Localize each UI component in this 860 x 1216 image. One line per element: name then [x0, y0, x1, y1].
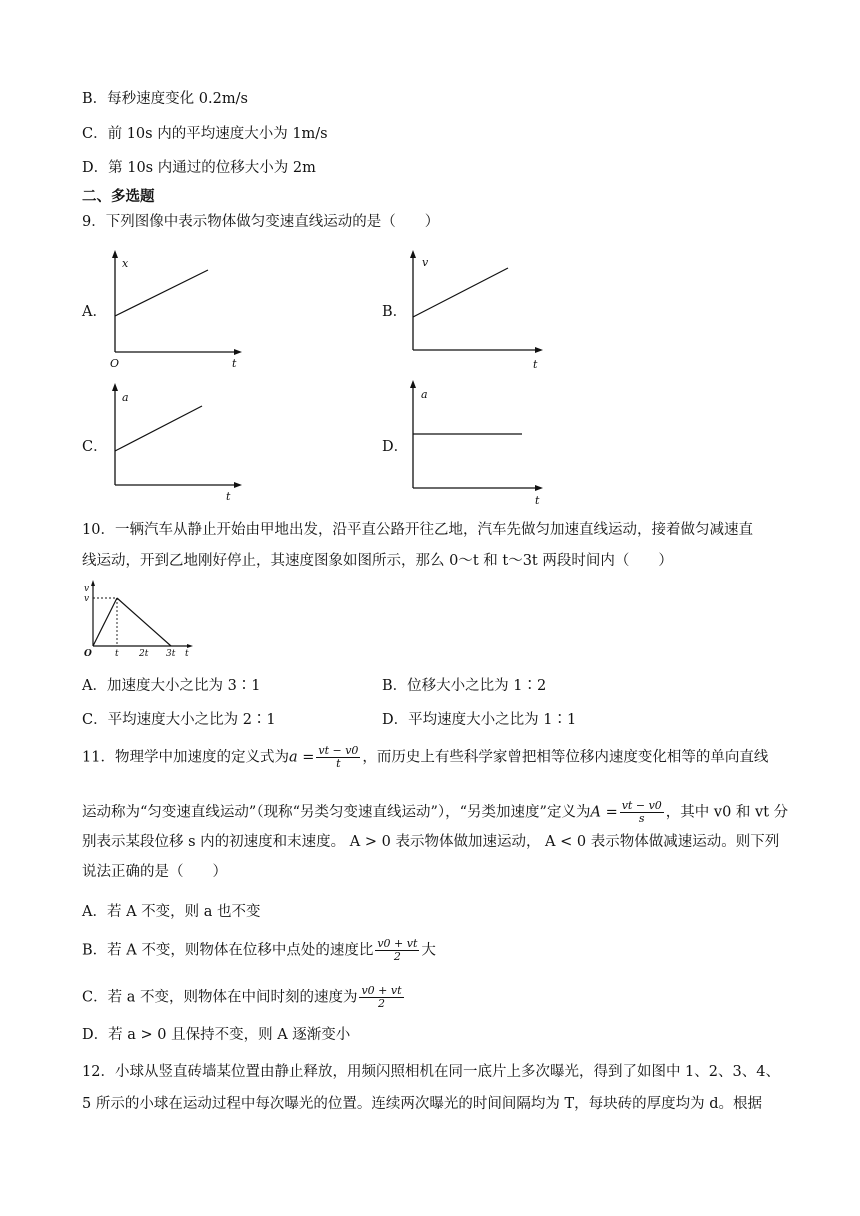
q11-option-d: D．若 a > 0 且保持不变，则 A 逐渐变小 [82, 1027, 351, 1043]
q8-option-d: D．第 10s 内通过的位移大小为 2m [82, 160, 316, 176]
q11-formula-A-num: vt − v0 [621, 799, 662, 812]
q11-option-c-pre: C．若 a 不变，则物体在中间时刻的速度为 [82, 989, 358, 1006]
q11-option-c-den: 2 [378, 997, 385, 1010]
q10-option-a: A．加速度大小之比为 3∶1 [82, 678, 261, 694]
q9-label-d: D． [382, 439, 409, 455]
q10-option-d: D．平均速度大小之比为 1∶1 [382, 712, 577, 728]
x-axis-arrow [234, 349, 242, 355]
q9-graph-a [108, 250, 248, 370]
x-axis-label: t [226, 490, 231, 503]
q11-line1-post: ，而历史上有些科学家曾把相等位移内速度变化相等的单向直线 [362, 749, 769, 766]
y-axis-label: v [422, 256, 429, 269]
tick-2t: 2t [139, 649, 149, 659]
y-axis-arrow [410, 380, 416, 388]
origin-label: O [110, 357, 120, 370]
graph-line [115, 406, 202, 451]
q12-line1: 12．小球从竖直砖墙某位置由静止释放，用频闪照相机在同一底片上多次曝光，得到了如图中 1、2、3、4、 [82, 1064, 780, 1080]
q11-line2-pre: 运动称为“匀变速直线运动”（现称“另类匀变速直线运动”），“另类加速度”定义为 [82, 804, 591, 821]
q11-option-b-fraction [375, 938, 419, 963]
v-tick-label: v [84, 594, 90, 604]
y-axis-label: x [122, 257, 129, 270]
y-axis-label: a [421, 388, 428, 401]
x-axis-arrow [535, 347, 543, 353]
q11-line1 [82, 745, 768, 770]
y-axis-label: a [122, 391, 129, 404]
y-axis-arrow [410, 250, 416, 258]
x-axis-label: t [232, 357, 237, 370]
q9-stem: 9．下列图像中表示物体做匀变速直线运动的是（ ） [82, 214, 440, 230]
q9-graph-b [405, 250, 550, 370]
q11-option-c-num: v0 + vt [361, 984, 402, 997]
q8-option-c: C．前 10s 内的平均速度大小为 1m/s [82, 126, 328, 142]
decel-segment [117, 598, 171, 646]
x-axis-label: t [185, 649, 189, 659]
y-axis-arrow [112, 383, 118, 391]
q11-line1-pre: 11．物理学中加速度的定义式为 [82, 749, 289, 766]
q11-line3: 别表示某段位移 s 内的初速度和末速度。 A > 0 表示物体做加速运动， A < 0 表示物体做减速运动。则下列 [82, 834, 780, 850]
x-axis-arrow [234, 482, 242, 488]
q9-label-b: B． [382, 304, 408, 320]
section-title: 二、多选题 [82, 188, 155, 205]
q12-line2: 5 所示的小球在运动过程中每次曝光的位置。连续两次曝光的时间间隔均为 T，每块砖的厚度均为 d。根据 [82, 1096, 763, 1112]
q11-formula-a-num: vt − v0 [318, 744, 359, 757]
q8-option-b: B．每秒速度变化 0.2m/s [82, 91, 248, 107]
q11-option-b-num: v0 + vt [377, 937, 418, 950]
q10-option-b: B．位移大小之比为 1∶2 [382, 678, 547, 694]
x-axis-label: t [535, 494, 540, 507]
q10-stem-line2: 线运动，开到乙地刚好停止，其速度图象如图所示，那么 0～t 和 t～3t 两段时间内（ ） [82, 553, 673, 569]
y-axis-label: v [84, 584, 90, 594]
x-axis-label: t [533, 358, 538, 371]
q10-option-c: C．平均速度大小之比为 2∶1 [82, 712, 276, 728]
graph-line [413, 268, 508, 317]
q10-vt-graph [84, 580, 199, 660]
q10-stem-line1: 10．一辆汽车从静止开始由甲地出发，沿平直公路开往乙地，汽车先做匀加速直线运动，接着做匀减速直 [82, 522, 753, 538]
y-axis-arrow [112, 250, 118, 258]
q11-option-c [82, 985, 406, 1010]
q11-formula-A-den: s [638, 812, 645, 825]
q11-option-b-den: 2 [393, 950, 401, 963]
q11-formula-a-den: t [336, 757, 341, 770]
q11-formula-A-lhs: A = [590, 804, 618, 821]
q11-option-b-post: 大 [421, 942, 436, 959]
y-axis-arrow [91, 580, 95, 586]
q9-graph-d [405, 380, 550, 505]
q9-label-c: C． [82, 439, 108, 455]
q9-graph-c [108, 383, 248, 503]
q11-option-c-fraction [359, 985, 403, 1010]
q11-line2-post: ，其中 v0 和 vt 分 [665, 804, 789, 821]
q11-option-b-pre: B．若 A 不变，则物体在位移中点处的速度比 [82, 942, 374, 959]
tick-t: t [115, 649, 119, 659]
q11-formula-a-fraction [316, 745, 360, 770]
q11-formula-A-fraction [620, 800, 664, 825]
accel-segment [93, 598, 117, 646]
q11-line4: 说法正确的是（ ） [82, 864, 227, 880]
q11-option-b [82, 938, 436, 963]
origin-label: O [84, 649, 92, 659]
x-axis-arrow [535, 485, 543, 491]
q11-formula-a-lhs: a = [288, 749, 315, 766]
x-axis-arrow [187, 644, 193, 648]
graph-line [115, 270, 208, 316]
q11-option-a: A．若 A 不变，则 a 也不变 [82, 904, 261, 920]
tick-3t: 3t [166, 649, 176, 659]
q11-line2 [82, 800, 788, 825]
q9-label-a: A． [82, 304, 107, 320]
